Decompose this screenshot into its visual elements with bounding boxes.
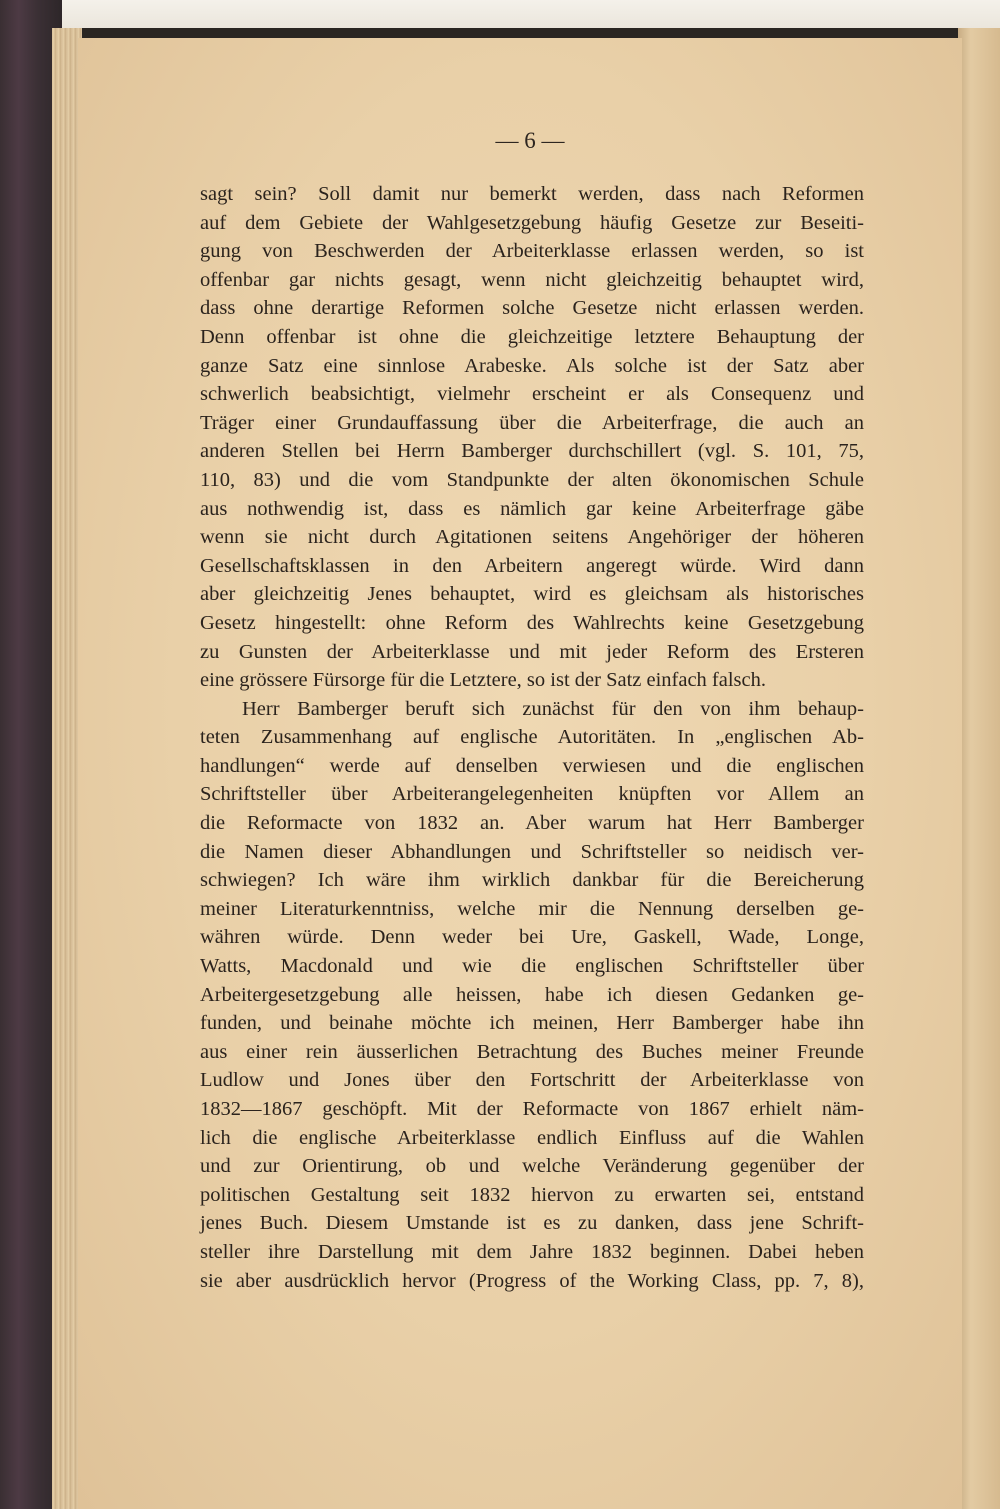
text-line: aus nothwendig ist, dass es nämlich gar keine Arbeiterfrage gäbe xyxy=(200,497,864,520)
text-line: Ludlow und Jones über den Fortschritt der Arbeiterklasse von xyxy=(200,1069,864,1092)
text-line: teten Zusammenhang auf englische Autoritäten. In „englischen Ab- xyxy=(200,726,864,749)
text-line: Gesellschaftsklassen in den Arbeitern angeregt würde. Wird dann xyxy=(200,554,864,577)
text-line: wenn sie nicht durch Agitationen seitens Angehöriger der höheren xyxy=(200,526,864,549)
text-line: Arbeitergesetzgebung alle heissen, habe ich diesen Gedanken ge- xyxy=(200,983,864,1006)
text-line: schwiegen? Ich wäre ihm wirklich dankbar für die Bereicherung xyxy=(200,869,864,892)
text-line: funden, und beinahe möchte ich meinen, Herr Bamberger habe ihn xyxy=(200,1012,864,1035)
text-line: ganze Satz eine sinnlose Arabeske. Als solche ist der Satz aber xyxy=(200,354,864,377)
right-page-edge xyxy=(958,28,1000,1509)
text-line: dass ohne derartige Reformen solche Gesetze nicht erlassen werden. xyxy=(200,297,864,320)
text-line: meiner Literaturkenntniss, welche mir die Nennung derselben ge- xyxy=(200,897,864,920)
text-line: anderen Stellen bei Herrn Bamberger durchschillert (vgl. S. 101, 75, xyxy=(200,440,864,463)
text-line: 1832—1867 geschöpft. Mit der Reformacte von 1867 erhielt näm- xyxy=(200,1098,864,1120)
text-line: eine grössere Fürsorge für die Letztere, so ist der Satz einfach falsch. xyxy=(200,669,767,692)
text-line: Schriftsteller über Arbeiterangelegenheiten knüpften vor Allem an xyxy=(200,783,864,806)
text-line: sie aber ausdrücklich hervor (Progress of the Working Class, pp. 7, 8), xyxy=(200,1269,864,1292)
text-line: gung von Beschwerden der Arbeiterklasse erlassen werden, so ist xyxy=(200,240,864,263)
text-line: schwerlich beabsichtigt, vielmehr erscheint er als Consequenz und xyxy=(200,383,864,406)
text-line: auf dem Gebiete der Wahlgesetzgebung häufig Gesetze zur Beseiti- xyxy=(200,211,864,234)
text-line: die Reformacte von 1832 an. Aber warum hat Herr Bamberger xyxy=(200,812,864,835)
page-number: — 6 — xyxy=(495,128,565,153)
text-line: Gesetz hingestellt: ohne Reform des Wahlrechts keine Gesetzgebung xyxy=(200,611,864,634)
text-line: aus einer rein äusserlichen Betrachtung des Buches meiner Freunde xyxy=(200,1040,864,1063)
text-line: Herr Bamberger beruft sich zunächst für den von ihm behaup- xyxy=(242,697,864,720)
text-line: aber gleichzeitig Jenes behauptet, wird es gleichsam als historisches xyxy=(200,583,864,606)
text-line: steller ihre Darstellung mit dem Jahre 1832 beginnen. Dabei heben xyxy=(200,1240,864,1263)
text-line: jenes Buch. Diesem Umstande ist es zu danken, dass jene Schrift- xyxy=(200,1212,864,1235)
text-line: 110, 83) und die vom Standpunkte der alten ökonomischen Schule xyxy=(200,468,864,491)
text-line: Träger einer Grundauffassung über die Arbeiterfrage, die auch an xyxy=(200,411,864,434)
text-line: offenbar gar nichts gesagt, wenn nicht gleichzeitig behauptet wird, xyxy=(200,268,864,291)
body-text xyxy=(200,180,864,1295)
text-line: die Namen dieser Abhandlungen und Schriftsteller so neidisch ver- xyxy=(200,840,864,863)
text-line: lich die englische Arbeiterklasse endlich Einfluss auf die Wahlen xyxy=(200,1126,864,1149)
scan-top-edge xyxy=(0,0,1000,28)
text-line: zu Gunsten der Arbeiterklasse und mit jeder Reform des Ersteren xyxy=(200,640,864,663)
text-line: handlungen“ werde auf denselben verwiesen und die englischen xyxy=(200,754,864,777)
text-line: währen würde. Denn weder bei Ure, Gaskell, Wade, Longe, xyxy=(200,926,864,949)
text-line: Watts, Macdonald und wie die englischen Schriftsteller über xyxy=(200,955,864,978)
text-line: politischen Gestaltung seit 1832 hiervon zu erwarten sei, entstand xyxy=(200,1183,864,1206)
text-line: sagt sein? Soll damit nur bemerkt werden, dass nach Reformen xyxy=(200,183,864,205)
text-line: Denn offenbar ist ohne die gleichzeitige letztere Behauptung der xyxy=(200,325,864,348)
text-line: und zur Orientirung, ob und welche Veränderung gegenüber der xyxy=(200,1155,864,1178)
